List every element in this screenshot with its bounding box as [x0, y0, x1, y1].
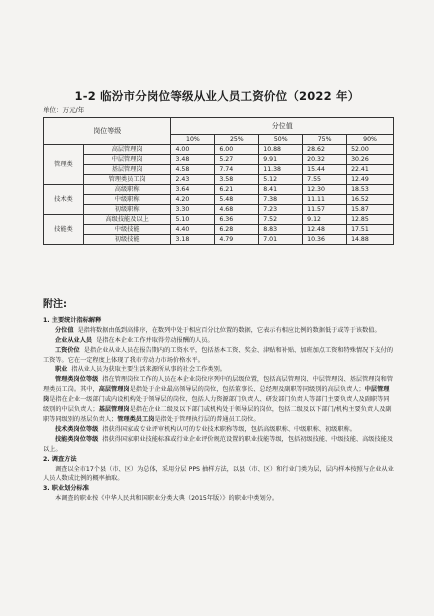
table-header-row	[44, 118, 394, 135]
value-cell: 12.49	[347, 175, 394, 185]
value-cell: 12.85	[347, 215, 394, 225]
value-cell: 7.74	[215, 165, 259, 175]
table-row	[44, 175, 394, 185]
value-cell: 4.40	[171, 225, 215, 235]
value-cell: 4.58	[171, 165, 215, 175]
note-technical: 技术类岗位等级 指获得国家或专业评审机构认可的专业技术职称等级，包括高级职称、中级职称、初级职称。	[55, 425, 356, 433]
value-cell: 11.57	[303, 205, 347, 215]
value-cell: 3.58	[215, 175, 259, 185]
table-row	[44, 225, 394, 235]
value-cell: 5.12	[259, 175, 303, 185]
value-cell: 12.30	[303, 185, 347, 195]
value-cell: 2.43	[171, 175, 215, 185]
notes-section	[43, 300, 394, 504]
group-label: 管理类	[44, 145, 84, 185]
row-label: 中级职称	[83, 195, 171, 205]
value-cell: 16.52	[347, 195, 394, 205]
value-cell: 22.41	[347, 165, 394, 175]
value-cell: 17.51	[347, 225, 394, 235]
note-skill: 技能类岗位等级 指获得国家职业技能标准或行业企业评价规范设置的职业技能等级，包括初级技能、中级技能、高级技能及以上。	[43, 435, 394, 453]
value-cell: 7.01	[259, 235, 303, 245]
value-cell: 5.48	[215, 195, 259, 205]
row-label: 中层管理岗	[83, 155, 171, 165]
header-level: 岗位等级	[44, 118, 171, 145]
value-cell: 18.53	[347, 185, 394, 195]
value-cell: 3.64	[171, 185, 215, 195]
value-cell: 6.28	[215, 225, 259, 235]
value-cell: 11.11	[303, 195, 347, 205]
value-cell: 28.62	[303, 145, 347, 155]
table-row	[44, 145, 394, 155]
row-label: 中级技能	[83, 225, 171, 235]
unit-label: 单位：万元/年	[43, 106, 85, 114]
table-row	[44, 185, 394, 195]
row-label: 高级技能及以上	[83, 215, 171, 225]
note-occupation: 职业 指从业人员为获取主要生活来源所从事的社会工作类别。	[55, 366, 226, 374]
table-row	[44, 215, 394, 225]
value-cell: 4.68	[215, 205, 259, 215]
value-cell: 7.55	[303, 175, 347, 185]
value-cell: 4.79	[215, 235, 259, 245]
value-cell: 11.38	[259, 165, 303, 175]
value-cell: 9.12	[303, 215, 347, 225]
note-method: 调查以全市17个县（市、区）为总体，采用分层 PPS 抽样方法，以县（市、区）和行业门类为层，层内样本按照与企业从业人员人数成比例的概率抽取。	[43, 465, 394, 483]
percentile-25: 25%	[215, 135, 259, 145]
value-cell: 3.18	[171, 235, 215, 245]
table-row	[44, 155, 394, 165]
value-cell: 15.87	[347, 205, 394, 215]
notes-heading: 附注:	[43, 299, 67, 310]
section-3-heading: 3. 职业划分标准	[43, 485, 89, 493]
value-cell: 8.83	[259, 225, 303, 235]
value-cell: 9.91	[259, 155, 303, 165]
value-cell: 6.36	[215, 215, 259, 225]
row-label: 高层管理岗	[83, 145, 171, 155]
group-label: 技术类	[44, 185, 84, 215]
note-classification: 本调查的职业按《中华人民共和国职业分类大典（2015年版）》的职业中类划分。	[55, 495, 279, 503]
note-management: 管理类岗位等级 指在管理岗位工作的人员在本企业岗位序列中的层级位置，包括高层管理岗、中层管理岗、基层管理岗和管理类员工岗。其中，高层管理岗是指处于企业最高领导层的岗位，包括董事长、总经理及副职等同级别的高层负责人；中层管理岗是指在企业一级部门或内设机构处于领导层的岗位，包括人力资源部门负责人、研发部门负责人等部门主要负责人及副职等同级别的中层负责人；基层管理岗是指在企业二级及以下部门或机构处于领导层的岗位，包括二级及以下部门/机构主要负责人及副职等同级别的基层负责人；管理类员工岗是指处于管理执行层的普通员工岗位。	[43, 376, 394, 423]
row-label: 高级职称	[83, 185, 171, 195]
row-label: 初级技能	[83, 235, 171, 245]
table-title: 1-2 临汾市分岗位等级从业人员工资价位（2022 年）	[74, 89, 360, 103]
table-body	[44, 145, 394, 245]
value-cell: 14.88	[347, 235, 394, 245]
wage-table	[43, 117, 394, 245]
value-cell: 20.32	[303, 155, 347, 165]
section-2-heading: 2. 调查方法	[43, 455, 77, 463]
value-cell: 12.48	[303, 225, 347, 235]
section-1-heading: 1. 主要统计指标解释	[43, 316, 102, 324]
value-cell: 7.23	[259, 205, 303, 215]
table-row	[44, 195, 394, 205]
value-cell: 3.30	[171, 205, 215, 215]
value-cell: 52.00	[347, 145, 394, 155]
table-row	[44, 165, 394, 175]
row-label: 管理类员工岗	[83, 175, 171, 185]
note-wage: 工资价位 是指企业从业人员在报告期内的工资水平，包括基本工资、奖金、津贴和补贴、加班加点工资和特殊情况下支付的工资等。它在一定程度上体现了我市劳动力市场价格水平。	[43, 346, 394, 364]
note-employee: 企业从业人员 是指在本企业工作并取得劳动报酬的人员。	[55, 336, 214, 344]
percentile-50: 50%	[259, 135, 303, 145]
value-cell: 8.41	[259, 185, 303, 195]
value-cell: 7.38	[259, 195, 303, 205]
row-label: 初级职称	[83, 205, 171, 215]
percentile-75: 75%	[303, 135, 347, 145]
table-row	[44, 235, 394, 245]
value-cell: 30.26	[347, 155, 394, 165]
value-cell: 6.21	[215, 185, 259, 195]
value-cell: 10.88	[259, 145, 303, 155]
value-cell: 6.00	[215, 145, 259, 155]
value-cell: 15.44	[303, 165, 347, 175]
percentile-90: 90%	[347, 135, 394, 145]
header-value: 分位值	[171, 118, 394, 135]
row-label: 基层管理岗	[83, 165, 171, 175]
group-label: 技能类	[44, 215, 84, 245]
value-cell: 7.52	[259, 215, 303, 225]
value-cell: 5.27	[215, 155, 259, 165]
value-cell: 10.36	[303, 235, 347, 245]
note-percentile: 分位值 是指将数据由低到高排序，在数列中处于相应百分比位置的数据，它表示有相应比例的数据低于或等于该数值。	[55, 326, 381, 334]
value-cell: 4.00	[171, 145, 215, 155]
table-row	[44, 205, 394, 215]
value-cell: 4.20	[171, 195, 215, 205]
value-cell: 5.10	[171, 215, 215, 225]
value-cell: 3.48	[171, 155, 215, 165]
percentile-10: 10%	[171, 135, 215, 145]
